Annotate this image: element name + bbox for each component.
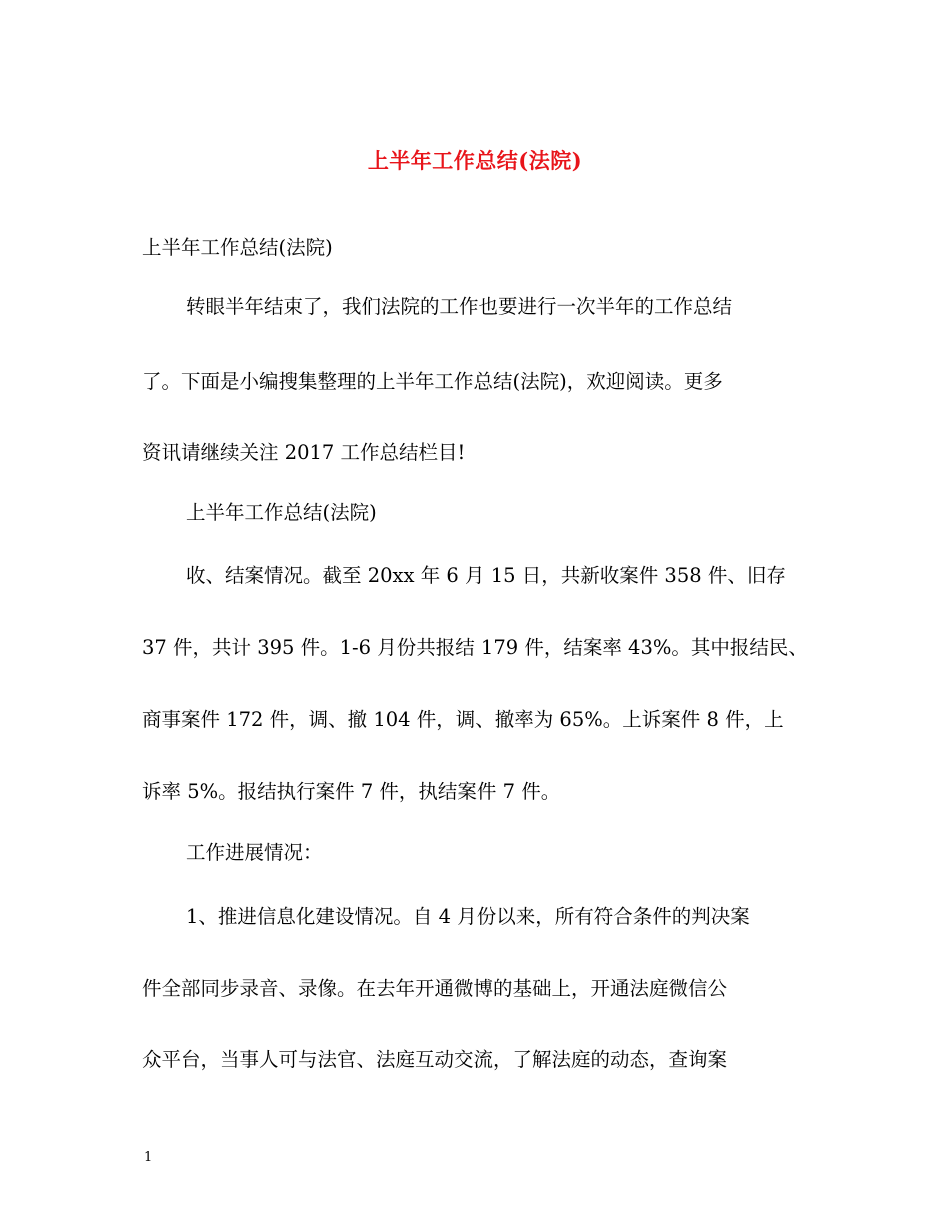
paragraph-line: 1、推进信息化建设情况。自 4 月份以来，所有符合条件的判决案 [186, 905, 750, 928]
paragraph-line: 诉率 5%。报结执行案件 7 件，执结案件 7 件。 [142, 780, 561, 803]
paragraph-line: 商事案件 172 件，调、撤 104 件，调、撤率为 65%。上诉案件 8 件，上 [142, 708, 784, 731]
paragraph-line: 件全部同步录音、录像。在去年开通微博的基础上，开通法庭微信公 [142, 977, 728, 1000]
paragraph-line: 了。下面是小编搜集整理的上半年工作总结(法院)，欢迎阅读。更多 [142, 370, 723, 393]
document-title: 上半年工作总结(法院) [367, 148, 583, 173]
section-heading: 工作进展情况： [186, 841, 323, 864]
paragraph-line: 收、结案情况。截至 20xx 年 6 月 15 日，共新收案件 358 件、旧存 [186, 564, 786, 587]
paragraph-line: 转眼半年结束了，我们法院的工作也要进行一次半年的工作总结 [186, 295, 733, 318]
page-number: 1 [144, 1150, 153, 1165]
subtitle-line: 上半年工作总结(法院) [142, 236, 333, 259]
paragraph-line: 资讯请继续关注 2017 工作总结栏目! [142, 441, 466, 464]
section-heading: 上半年工作总结(法院) [186, 501, 377, 524]
paragraph-line: 37 件，共计 395 件。1-6 月份共报结 179 件，结案率 43%。其中报结民、 [142, 636, 808, 659]
paragraph-line: 众平台，当事人可与法官、法庭互动交流，了解法庭的动态，查询案 [142, 1048, 728, 1071]
